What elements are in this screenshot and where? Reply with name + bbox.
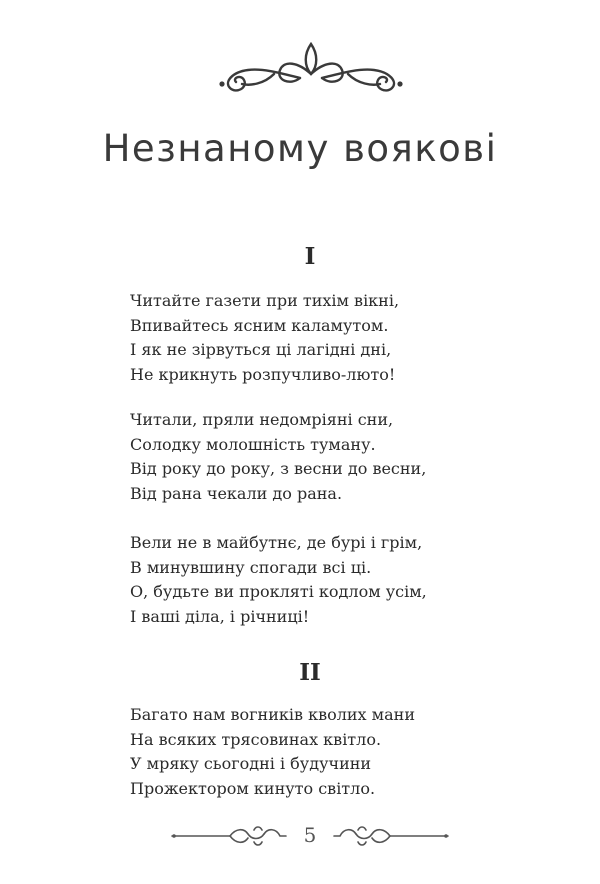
scroll-ornament-icon	[214, 40, 408, 96]
flourish-right-icon	[332, 824, 450, 846]
page-number: 5	[303, 823, 317, 847]
page-footer	[0, 820, 600, 850]
poem-line: У мряку сьогодні і будучини	[130, 754, 372, 774]
poem-line: Впивайтесь ясним каламутом.	[130, 315, 389, 335]
poem-line: Багато нам вогників кволих мани	[130, 705, 415, 724]
poem-line: Не крикнуть розпучливо-люто!	[130, 364, 396, 384]
poem-line: На всяких трясовинах квітло.	[130, 729, 382, 749]
poem-line: О, будьте ви прокляті кодлом усім,	[130, 582, 427, 602]
poem-line: В минувшину спогади всі ці.	[130, 557, 372, 577]
poem-line: Прожектором кинуто світло.	[130, 778, 376, 798]
stanza-3	[130, 531, 427, 629]
poem-line: Солодку молошність туману.	[130, 434, 376, 454]
section-heading-2: II	[299, 659, 321, 686]
flourish-left-icon	[170, 824, 288, 846]
stanza-1	[130, 289, 399, 387]
poem-line: І як не зірвуться ці лагідні дні,	[130, 340, 392, 360]
poem-line: І ваші діла, і річниці!	[130, 606, 310, 626]
poem-line: Вели не в майбутнє, де бурі і грім,	[130, 533, 423, 552]
poem-line: Читайте газети при тихім вікні,	[130, 291, 400, 310]
section-heading-1: I	[304, 243, 316, 270]
stanza-2	[130, 408, 426, 506]
poem-line: Читали, пряли недомріяні сни,	[130, 410, 394, 429]
stanza-4	[130, 703, 415, 801]
poem-line: Від року до року, з весни до весни,	[130, 459, 427, 479]
page-title: Незнаному воякові	[102, 127, 498, 170]
poem-line: Від рана чекали до рана.	[130, 483, 343, 503]
